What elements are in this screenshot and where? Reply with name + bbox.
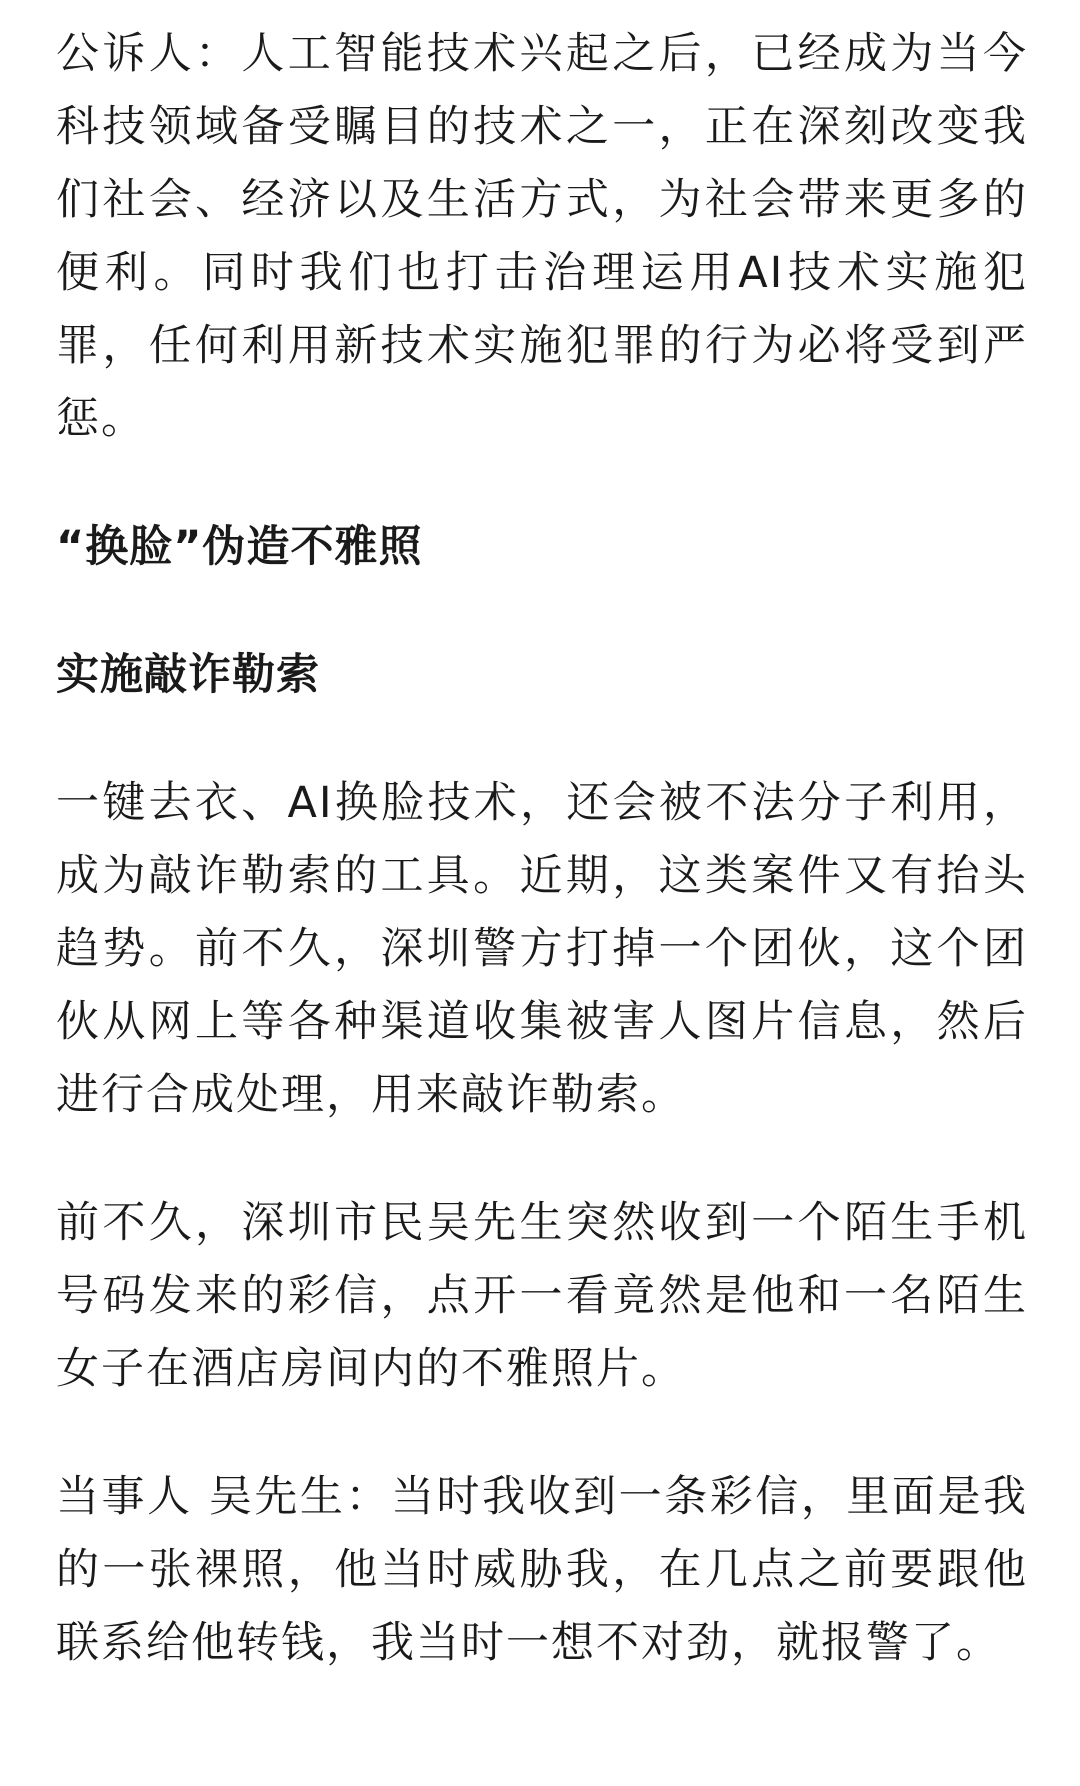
paragraph-victim-received-mms: 前不久，深圳市民吴先生突然收到一个陌生手机号码发来的彩信，点开一看竟然是他和一名陌生女子在酒店房间内的不雅照片。 [56, 1198, 1028, 1394]
section-heading-line-1: “换脸”伪造不雅照 [56, 522, 423, 572]
section-heading-line-2: 实施敲诈勒索 [56, 650, 320, 700]
paragraph-victim-quote: 当事人 吴先生：当时我收到一条彩信，里面是我的一张裸照，他当时威胁我，在几点之前要跟他联系给他转钱，我当时一想不对劲，就报警了。 [56, 1472, 1028, 1668]
paragraph-ai-extortion-tool: 一键去衣、AI换脸技术，还会被不法分子利用，成为敲诈勒索的工具。近期，这类案件又有抬头趋势。前不久，深圳警方打掉一个团伙，这个团伙从网上等各种渠道收集被害人图片信息，然后进行合成处理，用来敲诈勒索。 [56, 778, 1028, 1120]
paragraph-prosecutor-statement: 公诉人：人工智能技术兴起之后，已经成为当今科技领域备受瞩目的技术之一，正在深刻改变我们社会、经济以及生活方式，为社会带来更多的便利。同时我们也打击治理运用AI技术实施犯罪，任何利用新技术实施犯罪的行为必将受到严惩。 [56, 29, 1028, 444]
